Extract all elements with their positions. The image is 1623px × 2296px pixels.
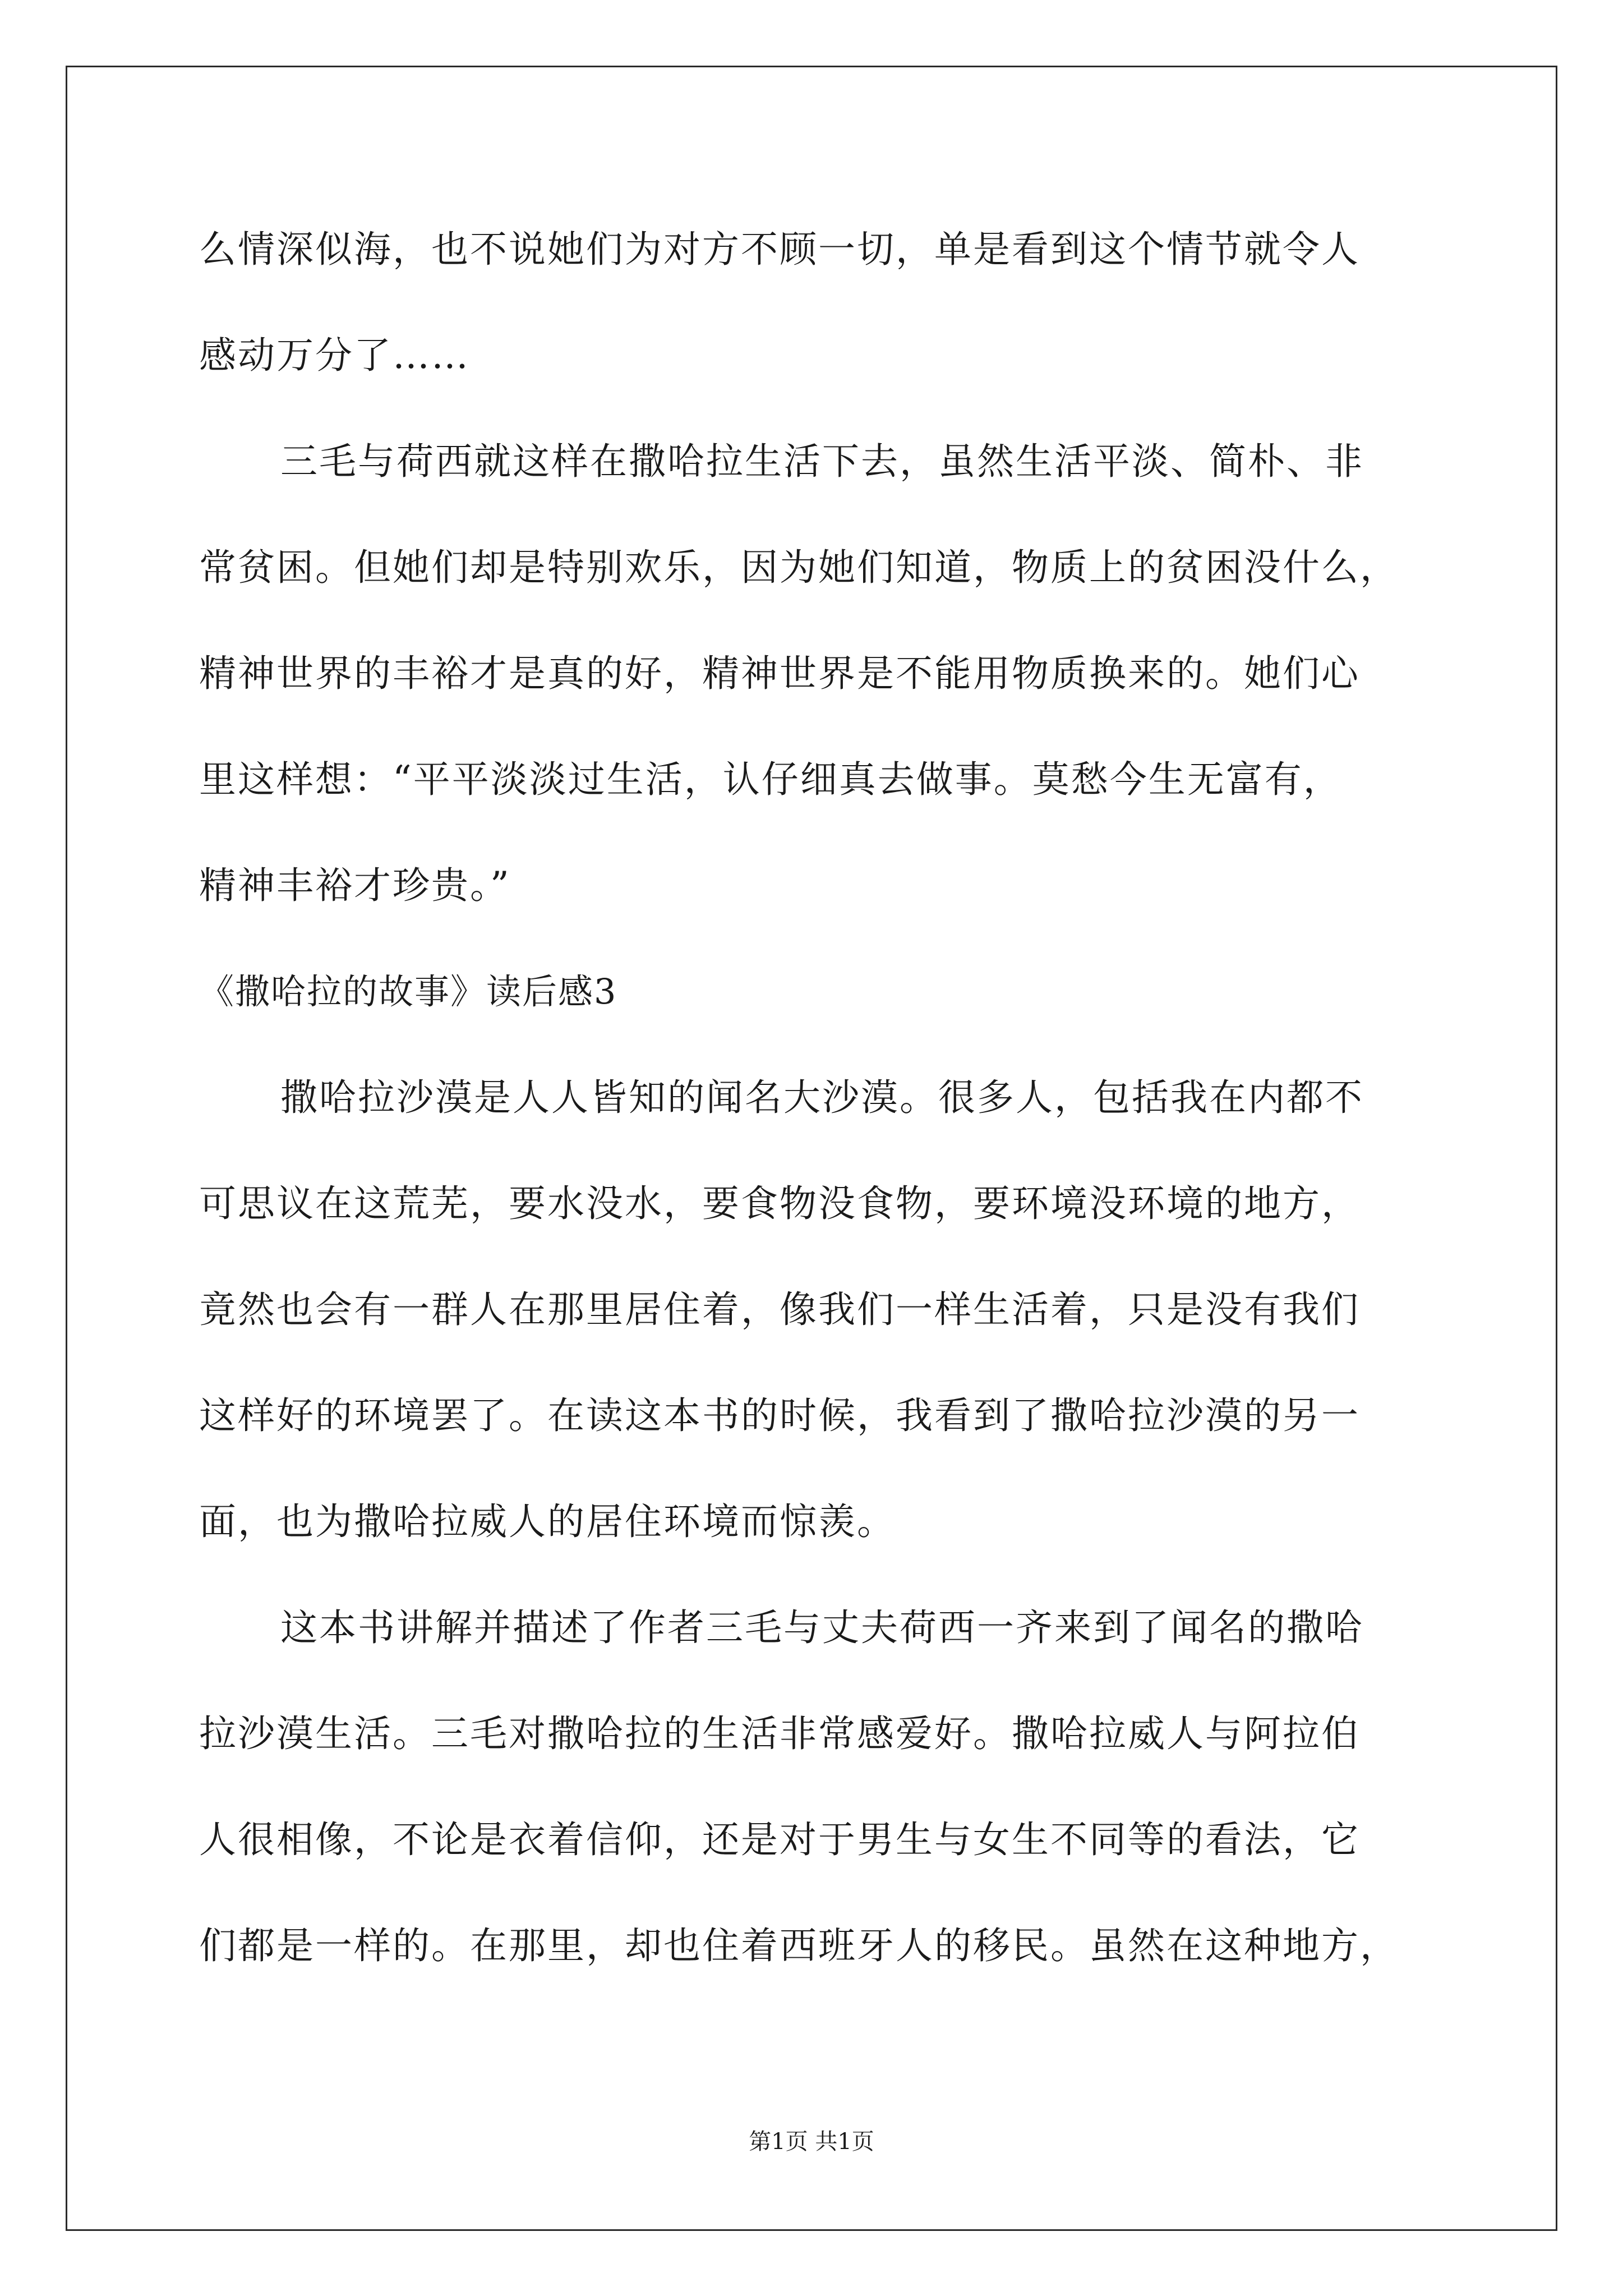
paragraph-start-line: 三毛与荷西就这样在撒哈拉生活下去，虽然生活平淡、简朴、非: [280, 440, 1364, 483]
paragraph-start-line: 这本书讲解并描述了作者三毛与丈夫荷西一齐来到了闻名的撒哈: [280, 1606, 1364, 1649]
text-line: 竟然也会有一群人在那里居住着，像我们一样生活着，只是没有我们: [199, 1288, 1360, 1331]
text-line: 们都是一样的。在那里，却也住着西班牙人的移民。虽然在这种地方，: [199, 1924, 1399, 1967]
paragraph-start-line: 撒哈拉沙漠是人人皆知的闻名大沙漠。很多人，包括我在内都不: [280, 1076, 1364, 1119]
text-line: 里这样想：“平平淡淡过生活，认仔细真去做事。莫愁今生无富有，: [199, 758, 1342, 801]
text-line: 精神丰裕才珍贵。”: [199, 864, 511, 907]
text-line: 可思议在这荒芜，要水没水，要食物没食物，要环境没环境的地方，: [199, 1182, 1360, 1225]
document-body: [199, 216, 1450, 2018]
page-number-footer: 第1页 共1页: [749, 2129, 874, 2155]
text-line: 么情深似海，也不说她们为对方不顾一切，单是看到这个情节就令人: [199, 228, 1360, 271]
section-heading: 《撒哈拉的故事》读后感3: [199, 971, 617, 1012]
text-line: 这样好的环境罢了。在读这本书的时候，我看到了撒哈拉沙漠的另一: [199, 1394, 1360, 1437]
text-line: 精神世界的丰裕才是真的好，精神世界是不能用物质换来的。她们心: [199, 652, 1360, 695]
text-line: 人很相像，不论是衣着信仰，还是对于男生与女生不同等的看法，它: [199, 1818, 1360, 1861]
text-line: 拉沙漠生活。三毛对撒哈拉的生活非常感爱好。撒哈拉威人与阿拉伯: [199, 1712, 1360, 1755]
text-line: 感动万分了……: [199, 334, 470, 377]
text-line: 常贫困。但她们却是特别欢乐，因为她们知道，物质上的贫困没什么，: [199, 546, 1399, 589]
text-line: 面，也为撒哈拉威人的居住环境而惊羡。: [199, 1500, 896, 1543]
